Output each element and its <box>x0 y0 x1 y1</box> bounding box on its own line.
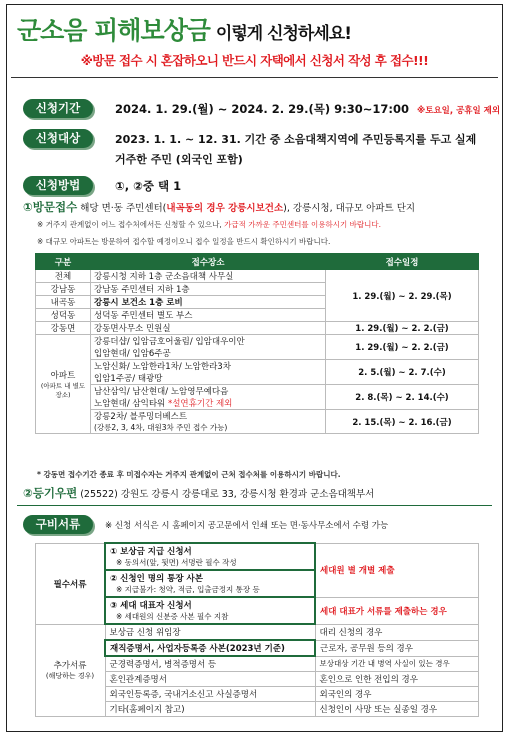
visit-post: ), 강릉시청, 대규모 아파트 단지 <box>283 203 416 214</box>
extra-cond: 보상대상 기간 내 병역 사실이 있는 경우 <box>315 656 479 672</box>
notice-page <box>6 4 503 732</box>
target-line1: 2023. 1. 1. ~ 12. 31. 기간 중 소음대책지역에 주민등록지를 두고 실제 <box>115 133 477 146</box>
visit-pre: 해당 면·동 주민센터( <box>77 203 167 214</box>
cell-area-apartment <box>36 335 91 434</box>
apt-area-note: (아파트 내 별도장소) <box>40 382 86 399</box>
target-label: 신청대상 <box>23 129 93 148</box>
required-label: 필수서류 <box>36 543 106 624</box>
required-doc <box>105 597 315 624</box>
table-row <box>36 410 479 434</box>
cell-area: 전체 <box>36 270 91 283</box>
warning-text: ※방문 접수 시 혼잡하오니 반드시 자택에서 신청서 작성 후 접수!!! <box>80 53 429 68</box>
visit-red: 내곡동의 경우 강릉시보건소 <box>166 203 284 214</box>
cell-place <box>91 360 326 385</box>
extra-doc: 기타(홈페이지 참고) <box>105 702 315 717</box>
extra-doc: 보상금 신청 위임장 <box>105 624 315 640</box>
cell-place: 성덕동 주민센터 별도 부스 <box>91 309 326 322</box>
extra-doc: 군경력증명서, 병적증명서 등 <box>105 656 315 672</box>
extra-label-cell <box>36 624 106 717</box>
place-note-red: *설연휴기간 제외 <box>167 399 233 409</box>
cell-schedule: 2. 5.(월) ~ 2. 7.(수) <box>326 360 479 385</box>
method-choice: ①, ②중 택 1 <box>115 179 182 193</box>
table-row <box>36 270 479 283</box>
place-line2: (강릉2, 3, 4차, 대원3차 주민 접수 가능) <box>94 423 228 432</box>
title-sub: 이렇게 신청하세요! <box>215 24 351 44</box>
method-note3: * 강동면 접수기간 종료 후 미접수자는 거주지 관계없이 근처 접수처를 이용하시기 바랍니다. <box>37 470 341 479</box>
cell-place: 강남동 주민센터 지하 1층 <box>91 283 326 296</box>
cell-schedule: 2. 15.(목) ~ 2. 16.(금) <box>326 410 479 434</box>
cell-area: 성덕동 <box>36 309 91 322</box>
docs-label: 구비서류 <box>23 515 93 534</box>
cell-schedule: 1. 29.(월) ~ 2. 29.(목) <box>326 270 479 322</box>
extra-label-note: (해당하는 경우) <box>45 672 95 681</box>
place-line2: 노암현대/ 삼익타워 <box>94 399 168 409</box>
mail-line <box>23 485 374 501</box>
place-line2: 입암1주공/ 태광땅 <box>94 374 163 384</box>
doc-sub: ※ 지급불가: 청약, 적금, 입출금정지 통장 등 <box>116 585 260 594</box>
place-line1: 강릉더샵/ 입암금호어울림/ 입암대우이안 <box>94 337 245 347</box>
doc-sub: ※ 동의서(앞, 뒷면) 서명란 필수 작성 <box>116 558 237 567</box>
extra-label: 추가서류 <box>53 661 87 672</box>
method-label: 신청방법 <box>23 176 93 195</box>
table-row <box>36 624 479 640</box>
cell-area: 내곡동 <box>36 296 91 309</box>
visit-note1a: ※ 거주지 관계없이 어느 접수처에서든 신청할 수 있으나, <box>37 220 225 229</box>
documents-table <box>35 542 479 717</box>
visit-note2: ※ 대규모 아파트는 방문하여 접수할 예정이오니 접수 일정을 반드시 확인하시기 바랍니다. <box>37 237 331 246</box>
cell-place: 강릉시 보건소 1층 로비 <box>91 296 326 309</box>
table-row <box>36 322 479 335</box>
place-line1: 남산삼익/ 남산현대/ 노암영무예다음 <box>94 387 229 397</box>
required-cond: 세대 대표가 서류를 제출하는 경우 <box>315 597 479 624</box>
col-area: 구분 <box>36 254 91 270</box>
doc-title: ③ 세대 대표자 신청서 <box>110 601 192 611</box>
cell-schedule: 1. 29.(월) ~ 2. 2.(금) <box>326 322 479 335</box>
extra-cond: 외국인의 경우 <box>315 687 479 702</box>
apt-area: 아파트 <box>50 371 76 381</box>
table-row <box>36 543 479 570</box>
cell-area: 강동면 <box>36 322 91 335</box>
extra-doc: 혼인관계증명서 <box>105 672 315 687</box>
extra-cond: 혼인으로 인한 전입의 경우 <box>315 672 479 687</box>
place-line2: 입암현대/ 입암6주공 <box>94 349 171 359</box>
page-title <box>17 11 497 47</box>
extra-cond: 근로자, 공무원 등의 경우 <box>315 640 479 656</box>
period-value: 2024. 1. 29.(월) ~ 2024. 2. 29.(목) 9:30~17:00 <box>115 102 409 116</box>
divider <box>11 77 498 78</box>
extra-cond: 대리 신청의 경우 <box>315 624 479 640</box>
divider <box>17 505 492 506</box>
docs-note: ※ 신청 서식은 시 홈페이지 공고문에서 인쇄 또는 면·동사무소에서 수령 가능 <box>105 521 389 531</box>
visit-title: ①방문접수 <box>23 200 78 214</box>
mail-text: (25522) 강원도 강릉시 강릉대로 33, 강릉시청 환경과 군소음대책부서 <box>77 489 375 500</box>
title-main: 군소음 피해보상금 <box>17 16 210 45</box>
place-line1: 강릉2차/ 블루밍더베스트 <box>94 412 188 422</box>
cell-place <box>91 410 326 434</box>
col-schedule: 접수일정 <box>326 254 479 270</box>
cell-schedule: 2. 8.(목) ~ 2. 14.(수) <box>326 385 479 410</box>
table-row <box>36 335 479 360</box>
period-text <box>115 101 500 117</box>
table-row <box>36 385 479 410</box>
period-note: ※토요일, 공휴일 제외 <box>417 106 501 116</box>
required-doc <box>105 570 315 597</box>
doc-title: ① 보상금 지급 신청서 <box>110 547 192 557</box>
table-row <box>36 360 479 385</box>
cell-area: 강남동 <box>36 283 91 296</box>
required-cond: 세대원 별 개별 제출 <box>315 543 479 597</box>
visit-note1b: 가급적 가까운 주민센터를 이용하시기 바랍니다. <box>224 220 381 229</box>
doc-sub: ※ 세대원의 신분증 사본 필수 지참 <box>116 612 229 621</box>
period-label: 신청기간 <box>23 99 93 118</box>
visit-note1 <box>37 219 381 230</box>
extra-doc: 외국인등록증, 국내거소신고 사실증명서 <box>105 687 315 702</box>
target-line2: 거주한 주민 (외국인 포함) <box>115 153 243 166</box>
extra-doc: 재직증명서, 사업자등록증 사본(2023년 기준) <box>105 640 315 656</box>
visit-line <box>23 199 415 215</box>
doc-title: ② 신청인 명의 통장 사본 <box>110 574 203 584</box>
col-place: 접수장소 <box>91 254 326 270</box>
cell-place <box>91 385 326 410</box>
cell-schedule: 1. 29.(월) ~ 2. 2.(금) <box>326 335 479 360</box>
place-line1: 노암신화/ 노암한라1차/ 노암한라3차 <box>94 362 231 372</box>
cell-place: 강동면사무소 민원실 <box>91 322 326 335</box>
mail-title: ②등기우편 <box>23 486 78 500</box>
cell-place <box>91 335 326 360</box>
extra-cond: 신청인이 사망 또는 실종일 경우 <box>315 702 479 717</box>
locations-table <box>35 253 479 434</box>
cell-place: 강릉시청 지하 1층 군소음대책 사무실 <box>91 270 326 283</box>
required-doc <box>105 543 315 570</box>
